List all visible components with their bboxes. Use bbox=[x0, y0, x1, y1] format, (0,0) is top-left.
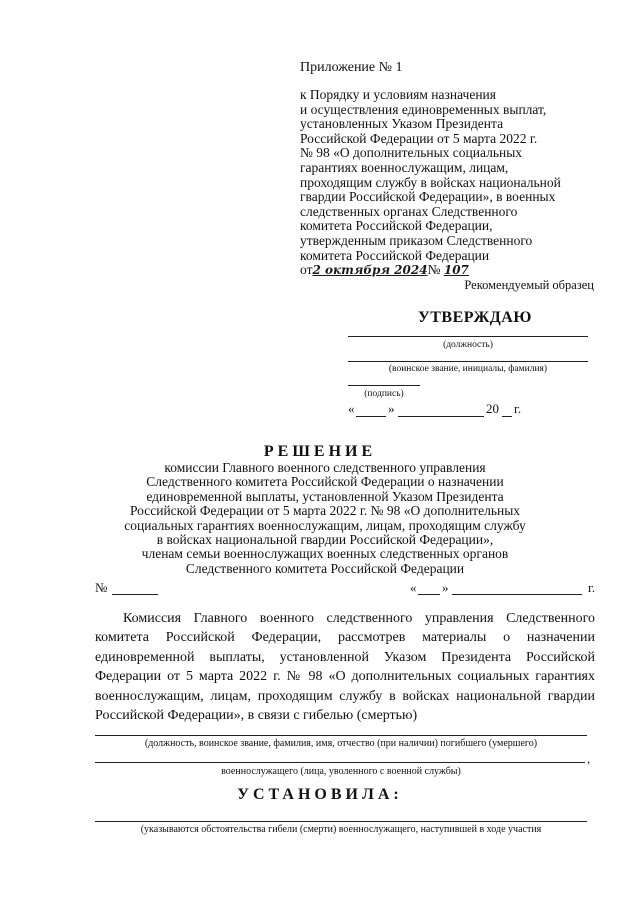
order-line: № 98 «О дополнительных социальных bbox=[300, 145, 523, 161]
deceased-status-caption: военнослужащего (лица, уволенного с военной службы) bbox=[221, 766, 461, 777]
decision-date-open-quote: « bbox=[410, 580, 417, 595]
order-line: и осуществления единовременных выплат, bbox=[300, 101, 547, 117]
order-line: Российской Федерации от 5 марта 2022 г. bbox=[300, 130, 538, 146]
position-caption: (должность) bbox=[443, 340, 493, 350]
approve-date-close-quote: » bbox=[388, 401, 395, 416]
decision-number-line bbox=[112, 594, 158, 595]
order-line: проходящим службу в войсках национальной bbox=[300, 174, 561, 190]
handwritten-number: 107 bbox=[443, 263, 469, 278]
approve-date-open-quote: « bbox=[348, 401, 355, 416]
approve-heading: УТВЕРЖДАЮ bbox=[418, 309, 532, 326]
commission-text: Комиссия Главного военного следственного управления Следственного комитета Российской Федерации, рассмотрев материалы о назначении единовременной выплаты, установленной Указом Президента Российской Федерации от 5 марта 2022 г. № 98 «О дополнительных социальных гарантиях военнослужащим, лицам, проходящим службу в войсках национальной гвардии Российской Федерации», в связи с гибелью (смертью) bbox=[95, 611, 595, 724]
handwritten-date: 2 октября 2024 bbox=[312, 263, 428, 278]
order-line: установленных Указом Президента bbox=[300, 116, 504, 132]
subtitle-line: Российской Федерации от 5 марта 2022 г. № 98 «О дополнительных bbox=[129, 503, 521, 519]
decision-title: РЕШЕНИЕ bbox=[263, 443, 377, 460]
date-prefix: от bbox=[300, 262, 313, 278]
subtitle-line: комиссии Главного военного следственного управления bbox=[164, 460, 486, 475]
appendix-title: Приложение № 1 bbox=[300, 60, 403, 75]
decision-number-label: № bbox=[95, 580, 108, 595]
position-line bbox=[348, 336, 588, 337]
circumstances-caption: (указываются обстоятельства гибели (смерти) военнослужащего, наступившей в ходе участия bbox=[140, 824, 542, 835]
order-line: следственных органах Следственного bbox=[300, 203, 518, 219]
deceased-info-caption: (должность, воинское звание, фамилия, имя, отчество (при наличии) погибшего (умершего) bbox=[144, 738, 538, 749]
order-line: к Порядку и условиям назначения bbox=[300, 87, 496, 102]
approve-month-line bbox=[398, 416, 484, 417]
subtitle-line: единовременной выплаты, установленной Указом Президента bbox=[146, 488, 504, 504]
order-line: утвержденным приказом Следственного bbox=[300, 232, 533, 248]
appendix-order-text bbox=[300, 88, 600, 278]
order-date-line bbox=[300, 263, 600, 278]
signature-line bbox=[348, 385, 420, 386]
decision-date-suffix: г. bbox=[588, 580, 596, 595]
signature-caption: (подпись) bbox=[364, 389, 404, 399]
approve-day-line bbox=[356, 416, 386, 417]
order-line: гвардии Российской Федерации», в военных bbox=[300, 189, 556, 205]
decision-day-line bbox=[418, 594, 440, 595]
order-line: комитета Российской Федерации bbox=[300, 247, 490, 263]
decision-subtitle bbox=[105, 461, 545, 576]
decision-date-close-quote: » bbox=[442, 580, 449, 595]
order-line: комитета Российской Федерации, bbox=[300, 218, 493, 234]
subtitle-line: членам семьи военнослужащих военных следственных органов bbox=[141, 546, 509, 562]
deceased-info-line bbox=[95, 735, 587, 736]
rank-line bbox=[348, 361, 588, 362]
decision-month-line bbox=[452, 594, 582, 595]
circumstances-line bbox=[95, 821, 587, 822]
recommended-sample-label: Рекомендуемый образец bbox=[464, 278, 594, 292]
approve-year: 20 bbox=[486, 401, 499, 416]
order-line: гарантиях военнослужащим, лицам, bbox=[300, 159, 509, 175]
deceased-status-line bbox=[95, 762, 585, 763]
body-paragraph bbox=[95, 609, 595, 725]
approve-year-suffix: г. bbox=[514, 401, 522, 416]
subtitle-line: социальных гарантиях военнослужащим, лицам, проходящим службу bbox=[124, 517, 526, 533]
rank-caption: (воинское звание, инициалы, фамилия) bbox=[388, 364, 548, 374]
established-heading: УСТАНОВИЛА: bbox=[237, 786, 403, 803]
subtitle-line: Следственного комитета Российской Федерации о назначении bbox=[146, 474, 504, 490]
subtitle-line: Следственного комитета Российской Федерации bbox=[185, 560, 465, 576]
approve-year-line bbox=[502, 416, 512, 417]
line-comma: , bbox=[587, 751, 591, 766]
subtitle-line: в войсках национальной гвардии Российской Федерации», bbox=[156, 532, 494, 548]
number-prefix: № bbox=[427, 262, 441, 278]
